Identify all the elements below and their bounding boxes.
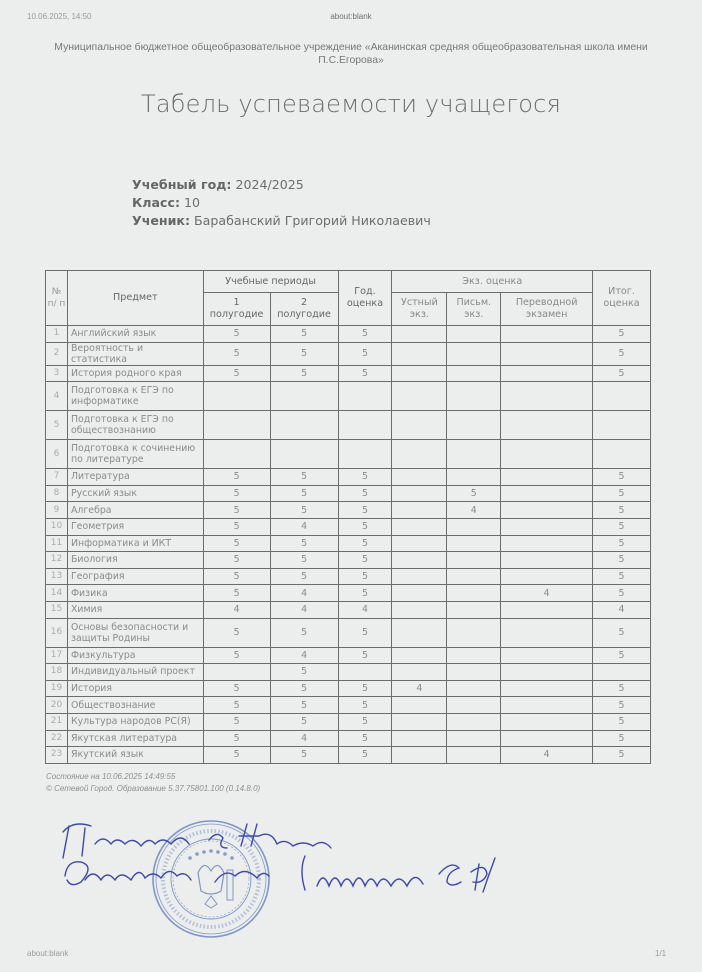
year-label: Учебный год: bbox=[132, 177, 232, 192]
footer-url: about:blank bbox=[27, 949, 69, 958]
row-number: 3 bbox=[46, 365, 68, 382]
table-row bbox=[46, 518, 651, 535]
grade-oral-exam bbox=[392, 382, 447, 411]
table-row bbox=[46, 680, 651, 697]
table-row bbox=[46, 411, 651, 440]
header-transfer: Переводной экзамен bbox=[501, 293, 593, 326]
grade-written-exam bbox=[447, 730, 501, 747]
grade-annual: 5 bbox=[338, 518, 392, 535]
grades-table bbox=[45, 270, 651, 764]
grade-oral-exam bbox=[392, 502, 447, 519]
grade-annual bbox=[338, 440, 392, 469]
grade-annual: 5 bbox=[338, 552, 392, 569]
grade-final: 5 bbox=[593, 485, 651, 502]
grade-final: 5 bbox=[593, 552, 651, 569]
grade-transfer-exam bbox=[501, 382, 593, 411]
row-number: 23 bbox=[46, 747, 68, 764]
grade-transfer-exam bbox=[501, 601, 593, 618]
grade-oral-exam bbox=[392, 518, 447, 535]
table-row bbox=[46, 568, 651, 585]
table-row bbox=[46, 469, 651, 486]
row-number: 21 bbox=[46, 713, 68, 730]
grade-period2: 5 bbox=[270, 485, 338, 502]
row-subject: Физкультура bbox=[67, 647, 203, 664]
grade-oral-exam bbox=[392, 618, 447, 647]
grade-written-exam bbox=[447, 697, 501, 714]
grade-period1 bbox=[203, 411, 270, 440]
grade-annual: 5 bbox=[338, 680, 392, 697]
row-subject: Геометрия bbox=[67, 518, 203, 535]
grade-final: 5 bbox=[593, 680, 651, 697]
grade-oral-exam bbox=[392, 601, 447, 618]
header-period1: 1 полугодие bbox=[203, 293, 270, 326]
grade-final: 5 bbox=[593, 585, 651, 602]
grade-oral-exam bbox=[392, 326, 447, 343]
student-value: Барабанский Григорий Николаевич bbox=[194, 213, 431, 228]
grade-annual: 4 bbox=[338, 601, 392, 618]
row-subject: Подготовка к сочинению по литературе bbox=[67, 440, 203, 469]
row-subject: Якутская литература bbox=[67, 730, 203, 747]
grade-annual bbox=[338, 664, 392, 681]
grade-oral-exam bbox=[392, 411, 447, 440]
grade-transfer-exam: 4 bbox=[501, 747, 593, 764]
grade-oral-exam bbox=[392, 747, 447, 764]
grade-transfer-exam bbox=[501, 697, 593, 714]
row-subject: Индивидуальный проект bbox=[67, 664, 203, 681]
row-subject: Культура народов РС(Я) bbox=[67, 713, 203, 730]
grade-written-exam bbox=[447, 647, 501, 664]
grade-transfer-exam: 4 bbox=[501, 585, 593, 602]
grade-transfer-exam bbox=[501, 502, 593, 519]
page-title: Табель успеваемости учащегося bbox=[141, 90, 561, 118]
row-subject: Основы безопасности и защиты Родины bbox=[67, 618, 203, 647]
grade-oral-exam bbox=[392, 440, 447, 469]
grade-written-exam bbox=[447, 342, 501, 365]
grade-period2: 5 bbox=[270, 568, 338, 585]
grade-written-exam bbox=[447, 747, 501, 764]
row-number: 17 bbox=[46, 647, 68, 664]
row-subject: Информатика и ИКТ bbox=[67, 535, 203, 552]
grade-period2 bbox=[270, 411, 338, 440]
grade-oral-exam bbox=[392, 365, 447, 382]
grade-oral-exam bbox=[392, 342, 447, 365]
class-line bbox=[132, 194, 431, 212]
grade-final: 5 bbox=[593, 502, 651, 519]
grade-period1: 5 bbox=[203, 518, 270, 535]
table-row bbox=[46, 585, 651, 602]
row-subject: Английский язык bbox=[67, 326, 203, 343]
table-row bbox=[46, 382, 651, 411]
grade-annual: 5 bbox=[338, 697, 392, 714]
class-value: 10 bbox=[184, 195, 201, 210]
grade-period1: 5 bbox=[203, 697, 270, 714]
row-number: 13 bbox=[46, 568, 68, 585]
table-row bbox=[46, 664, 651, 681]
row-number: 2 bbox=[46, 342, 68, 365]
grade-period2 bbox=[270, 382, 338, 411]
grade-written-exam bbox=[447, 713, 501, 730]
grade-written-exam: 4 bbox=[447, 502, 501, 519]
grade-period2: 4 bbox=[270, 730, 338, 747]
grade-final: 4 bbox=[593, 601, 651, 618]
grade-written-exam: 5 bbox=[447, 485, 501, 502]
header-oral: Устный экз. bbox=[392, 293, 447, 326]
grade-transfer-exam bbox=[501, 518, 593, 535]
row-number: 7 bbox=[46, 469, 68, 486]
school-name: Муниципальное бюджетное общеобразовательное учреждение «Аканинская средняя общеобразовательная школа имени П.С.Егорова» bbox=[54, 42, 648, 66]
table-row bbox=[46, 713, 651, 730]
grade-final bbox=[593, 664, 651, 681]
grade-period2: 4 bbox=[270, 518, 338, 535]
grade-annual bbox=[338, 411, 392, 440]
grade-final: 5 bbox=[593, 518, 651, 535]
table-row bbox=[46, 326, 651, 343]
grade-transfer-exam bbox=[501, 440, 593, 469]
grade-final bbox=[593, 382, 651, 411]
grade-annual: 5 bbox=[338, 647, 392, 664]
header-written: Письм. экз. bbox=[447, 293, 501, 326]
grade-written-exam bbox=[447, 552, 501, 569]
grade-oral-exam bbox=[392, 664, 447, 681]
grade-written-exam bbox=[447, 411, 501, 440]
grade-period1: 5 bbox=[203, 568, 270, 585]
grade-annual: 5 bbox=[338, 747, 392, 764]
row-subject: История родного края bbox=[67, 365, 203, 382]
grade-transfer-exam bbox=[501, 680, 593, 697]
grade-oral-exam: 4 bbox=[392, 680, 447, 697]
grade-transfer-exam bbox=[501, 647, 593, 664]
row-number: 11 bbox=[46, 535, 68, 552]
grade-transfer-exam bbox=[501, 365, 593, 382]
grade-annual bbox=[338, 382, 392, 411]
print-url: about:blank bbox=[330, 12, 372, 21]
grade-annual: 5 bbox=[338, 365, 392, 382]
grade-annual: 5 bbox=[338, 568, 392, 585]
row-subject: Обществознание bbox=[67, 697, 203, 714]
grade-period1: 5 bbox=[203, 326, 270, 343]
grade-oral-exam bbox=[392, 697, 447, 714]
student-line bbox=[132, 212, 431, 230]
grade-period2: 5 bbox=[270, 365, 338, 382]
header-periods: Учебные периоды bbox=[203, 271, 338, 293]
year-line bbox=[132, 176, 431, 194]
grade-written-exam bbox=[447, 440, 501, 469]
row-subject: Якутский язык bbox=[67, 747, 203, 764]
grade-period1: 5 bbox=[203, 680, 270, 697]
grade-written-exam bbox=[447, 469, 501, 486]
grade-transfer-exam bbox=[501, 535, 593, 552]
grade-written-exam bbox=[447, 518, 501, 535]
row-subject: Русский язык bbox=[67, 485, 203, 502]
row-number: 9 bbox=[46, 502, 68, 519]
grade-period2: 5 bbox=[270, 342, 338, 365]
header-num: № п/ п bbox=[46, 271, 68, 326]
row-number: 6 bbox=[46, 440, 68, 469]
grade-written-exam bbox=[447, 601, 501, 618]
header-subject: Предмет bbox=[67, 271, 203, 326]
grade-period2: 5 bbox=[270, 535, 338, 552]
grade-final: 5 bbox=[593, 713, 651, 730]
grade-period1: 5 bbox=[203, 535, 270, 552]
row-number: 8 bbox=[46, 485, 68, 502]
grade-final: 5 bbox=[593, 747, 651, 764]
grade-period2: 5 bbox=[270, 697, 338, 714]
row-subject: География bbox=[67, 568, 203, 585]
grade-period1: 5 bbox=[203, 485, 270, 502]
row-subject: Литература bbox=[67, 469, 203, 486]
grade-transfer-exam bbox=[501, 326, 593, 343]
grade-annual: 5 bbox=[338, 342, 392, 365]
row-number: 4 bbox=[46, 382, 68, 411]
grade-final: 5 bbox=[593, 326, 651, 343]
footer-page-number: 1/1 bbox=[655, 949, 667, 958]
row-number: 12 bbox=[46, 552, 68, 569]
grade-period1: 5 bbox=[203, 342, 270, 365]
grade-period2: 5 bbox=[270, 469, 338, 486]
grade-oral-exam bbox=[392, 730, 447, 747]
grade-transfer-exam bbox=[501, 411, 593, 440]
row-subject: Физика bbox=[67, 585, 203, 602]
grade-final: 5 bbox=[593, 568, 651, 585]
grade-period1: 5 bbox=[203, 647, 270, 664]
grade-transfer-exam bbox=[501, 618, 593, 647]
grade-written-exam bbox=[447, 618, 501, 647]
grade-period1: 5 bbox=[203, 730, 270, 747]
table-row bbox=[46, 552, 651, 569]
handwritten-note bbox=[55, 810, 555, 900]
grade-annual: 5 bbox=[338, 502, 392, 519]
grade-period1 bbox=[203, 664, 270, 681]
grade-written-exam bbox=[447, 365, 501, 382]
row-subject: Алгебра bbox=[67, 502, 203, 519]
grade-period1: 5 bbox=[203, 502, 270, 519]
grade-period1: 4 bbox=[203, 601, 270, 618]
grade-annual: 5 bbox=[338, 618, 392, 647]
grade-period2: 4 bbox=[270, 647, 338, 664]
grade-transfer-exam bbox=[501, 568, 593, 585]
student-label: Ученик: bbox=[132, 213, 191, 228]
row-number: 22 bbox=[46, 730, 68, 747]
grade-period2: 5 bbox=[270, 747, 338, 764]
table-row bbox=[46, 485, 651, 502]
grade-period2: 5 bbox=[270, 326, 338, 343]
print-datetime: 10.06.2025, 14:50 bbox=[27, 12, 92, 21]
row-number: 19 bbox=[46, 680, 68, 697]
table-row bbox=[46, 601, 651, 618]
grade-oral-exam bbox=[392, 568, 447, 585]
grade-transfer-exam bbox=[501, 552, 593, 569]
status-block bbox=[46, 771, 260, 795]
table-row bbox=[46, 618, 651, 647]
header-exam: Экз. оценка bbox=[392, 271, 593, 293]
grade-final: 5 bbox=[593, 647, 651, 664]
grade-final bbox=[593, 411, 651, 440]
grade-written-exam bbox=[447, 382, 501, 411]
grade-written-exam bbox=[447, 535, 501, 552]
grade-period1: 5 bbox=[203, 585, 270, 602]
grade-oral-exam bbox=[392, 535, 447, 552]
grade-written-exam bbox=[447, 326, 501, 343]
row-subject: История bbox=[67, 680, 203, 697]
grade-oral-exam bbox=[392, 713, 447, 730]
grade-final: 5 bbox=[593, 342, 651, 365]
row-number: 15 bbox=[46, 601, 68, 618]
grade-period1: 5 bbox=[203, 747, 270, 764]
grade-period1: 5 bbox=[203, 469, 270, 486]
table-row bbox=[46, 342, 651, 365]
row-subject: Подготовка к ЕГЭ по информатике bbox=[67, 382, 203, 411]
grade-period2: 5 bbox=[270, 664, 338, 681]
row-subject: Биология bbox=[67, 552, 203, 569]
grade-final: 5 bbox=[593, 697, 651, 714]
grade-annual: 5 bbox=[338, 326, 392, 343]
grade-period1: 5 bbox=[203, 552, 270, 569]
grade-transfer-exam bbox=[501, 342, 593, 365]
grade-annual: 5 bbox=[338, 535, 392, 552]
student-info bbox=[132, 176, 431, 230]
grade-final: 5 bbox=[593, 365, 651, 382]
grade-annual: 5 bbox=[338, 485, 392, 502]
grade-period1: 5 bbox=[203, 365, 270, 382]
grade-annual: 5 bbox=[338, 585, 392, 602]
table-row bbox=[46, 747, 651, 764]
grade-period2: 5 bbox=[270, 680, 338, 697]
row-number: 16 bbox=[46, 618, 68, 647]
grade-final: 5 bbox=[593, 730, 651, 747]
row-number: 14 bbox=[46, 585, 68, 602]
row-subject: Вероятность и статистика bbox=[67, 342, 203, 365]
grade-final: 5 bbox=[593, 618, 651, 647]
grade-oral-exam bbox=[392, 469, 447, 486]
header-annual: Год. оценка bbox=[338, 271, 392, 326]
row-number: 1 bbox=[46, 326, 68, 343]
grade-oral-exam bbox=[392, 585, 447, 602]
grade-written-exam bbox=[447, 680, 501, 697]
row-subject: Химия bbox=[67, 601, 203, 618]
row-number: 5 bbox=[46, 411, 68, 440]
row-subject: Подготовка к ЕГЭ по обществознанию bbox=[67, 411, 203, 440]
state-timestamp: Состояние на 10.06.2025 14:49:55 bbox=[46, 772, 176, 781]
year-value: 2024/2025 bbox=[235, 177, 304, 192]
grade-transfer-exam bbox=[501, 713, 593, 730]
grade-period2: 5 bbox=[270, 552, 338, 569]
grade-transfer-exam bbox=[501, 730, 593, 747]
table-row bbox=[46, 730, 651, 747]
grade-period2 bbox=[270, 440, 338, 469]
grade-oral-exam bbox=[392, 485, 447, 502]
grade-written-exam bbox=[447, 664, 501, 681]
grade-period2: 4 bbox=[270, 585, 338, 602]
table-row bbox=[46, 697, 651, 714]
grade-period1: 5 bbox=[203, 618, 270, 647]
class-label: Класс: bbox=[132, 195, 180, 210]
table-row bbox=[46, 647, 651, 664]
grade-annual: 5 bbox=[338, 469, 392, 486]
grade-annual: 5 bbox=[338, 713, 392, 730]
row-number: 20 bbox=[46, 697, 68, 714]
grade-period1: 5 bbox=[203, 713, 270, 730]
grade-period1 bbox=[203, 382, 270, 411]
grade-final: 5 bbox=[593, 469, 651, 486]
grade-period1 bbox=[203, 440, 270, 469]
grade-oral-exam bbox=[392, 647, 447, 664]
grade-period2: 4 bbox=[270, 601, 338, 618]
table-row bbox=[46, 535, 651, 552]
grade-written-exam bbox=[447, 568, 501, 585]
header-period2: 2 полугодие bbox=[270, 293, 338, 326]
copyright: © Сетевой Город. Образование 5.37.75801.100 (0.14.8.0) bbox=[46, 784, 261, 793]
grade-transfer-exam bbox=[501, 664, 593, 681]
row-number: 10 bbox=[46, 518, 68, 535]
row-number: 18 bbox=[46, 664, 68, 681]
table-row bbox=[46, 440, 651, 469]
grade-written-exam bbox=[447, 585, 501, 602]
grade-transfer-exam bbox=[501, 485, 593, 502]
grade-period2: 5 bbox=[270, 618, 338, 647]
grade-final: 5 bbox=[593, 535, 651, 552]
grade-period2: 5 bbox=[270, 502, 338, 519]
table-row bbox=[46, 365, 651, 382]
grade-transfer-exam bbox=[501, 469, 593, 486]
table-row bbox=[46, 502, 651, 519]
grade-oral-exam bbox=[392, 552, 447, 569]
grade-period2: 5 bbox=[270, 713, 338, 730]
grade-annual: 5 bbox=[338, 730, 392, 747]
header-final: Итог. оценка bbox=[593, 271, 651, 326]
grade-final bbox=[593, 440, 651, 469]
